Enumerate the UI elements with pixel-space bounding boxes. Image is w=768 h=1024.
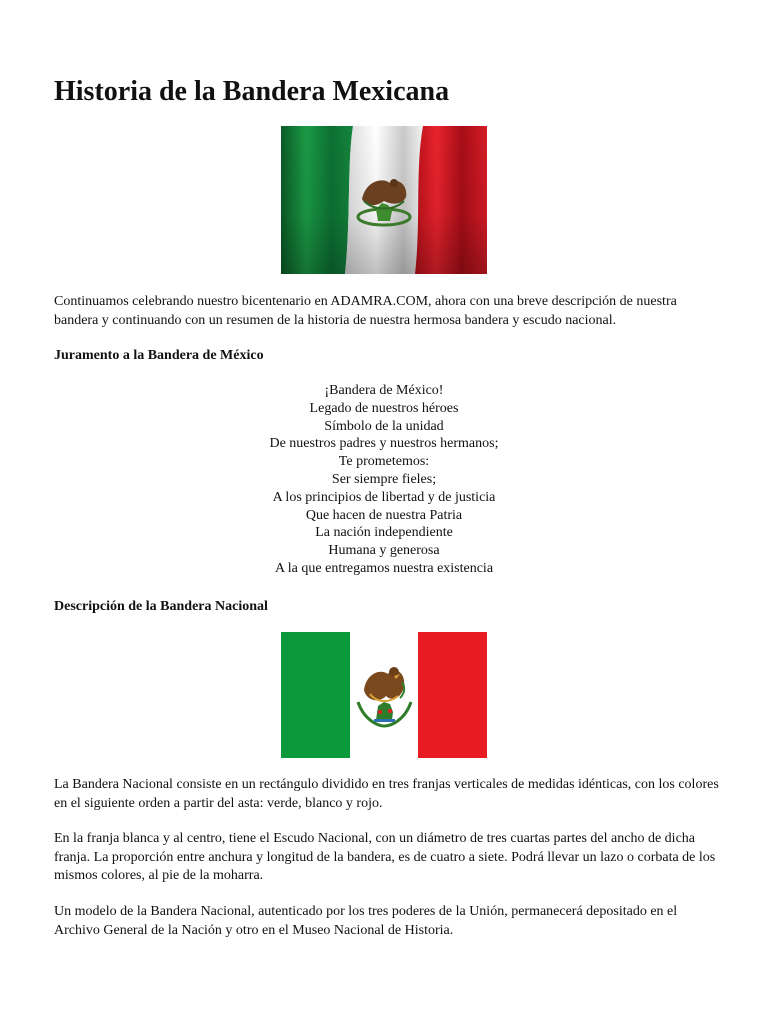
waving-flag-image (281, 126, 487, 274)
waving-flag-graphic (281, 126, 487, 274)
flat-flag-image (281, 632, 487, 758)
oath-line: Humana y generosa (328, 543, 440, 559)
description-heading: Descripción de la Bandera Nacional (54, 599, 268, 614)
oath-line: De nuestros padres y nuestros hermanos; (269, 436, 499, 452)
oath-line: Legado de nuestros héroes (309, 400, 459, 416)
oath-line: A la que entregamos nuestra existencia (274, 560, 494, 576)
flag-white-stripe (350, 632, 419, 758)
oath-verse (54, 382, 714, 578)
oath-line: La nación independiente (315, 525, 453, 541)
coat-of-arms-icon (350, 632, 419, 758)
oath-line: Que hacen de nuestra Patria (305, 507, 463, 523)
page-title: Historia de la Bandera Mexicana (54, 76, 450, 107)
description-paragraph: En la franja blanca y al centro, tiene el Escudo Nacional, con un diámetro de tres cuartas partes del ancho de dicha franja. La proporción entre anchura y longitud de la bandera, es de cuatro a siete. Podrá llevar un lazo o corbata de los mismos colores, al pie de la moharra. (54, 831, 716, 883)
oath-line: Ser siempre fieles; (331, 471, 437, 487)
flag-green-stripe (281, 632, 350, 758)
oath-heading: Juramento a la Bandera de México (54, 348, 264, 363)
oath-line: ¡Bandera de México! (324, 383, 444, 398)
flag-red-stripe (418, 632, 487, 758)
oath-line: A los principios de libertad y de justicia (272, 489, 496, 505)
oath-line: Te prometemos: (338, 454, 430, 470)
intro-paragraph: Continuamos celebrando nuestro bicentenario en ADAMRA.COM, ahora con una breve descripción de nuestra bandera y continuando con un resumen de la historia de nuestra hermosa bandera y escudo nacional. (54, 294, 677, 328)
description-paragraph: Un modelo de la Bandera Nacional, autenticado por los tres poderes de la Unión, permanecerá depositado en el Archivo General de la Nación y otro en el Museo Nacional de Historia. (54, 904, 678, 938)
oath-line: Símbolo de la unidad (324, 418, 444, 434)
description-paragraph: La Bandera Nacional consiste en un rectángulo dividido en tres franjas verticales de medidas idénticas, con los colores en el siguiente orden a partir del asta: verde, blanco y rojo. (54, 777, 719, 811)
